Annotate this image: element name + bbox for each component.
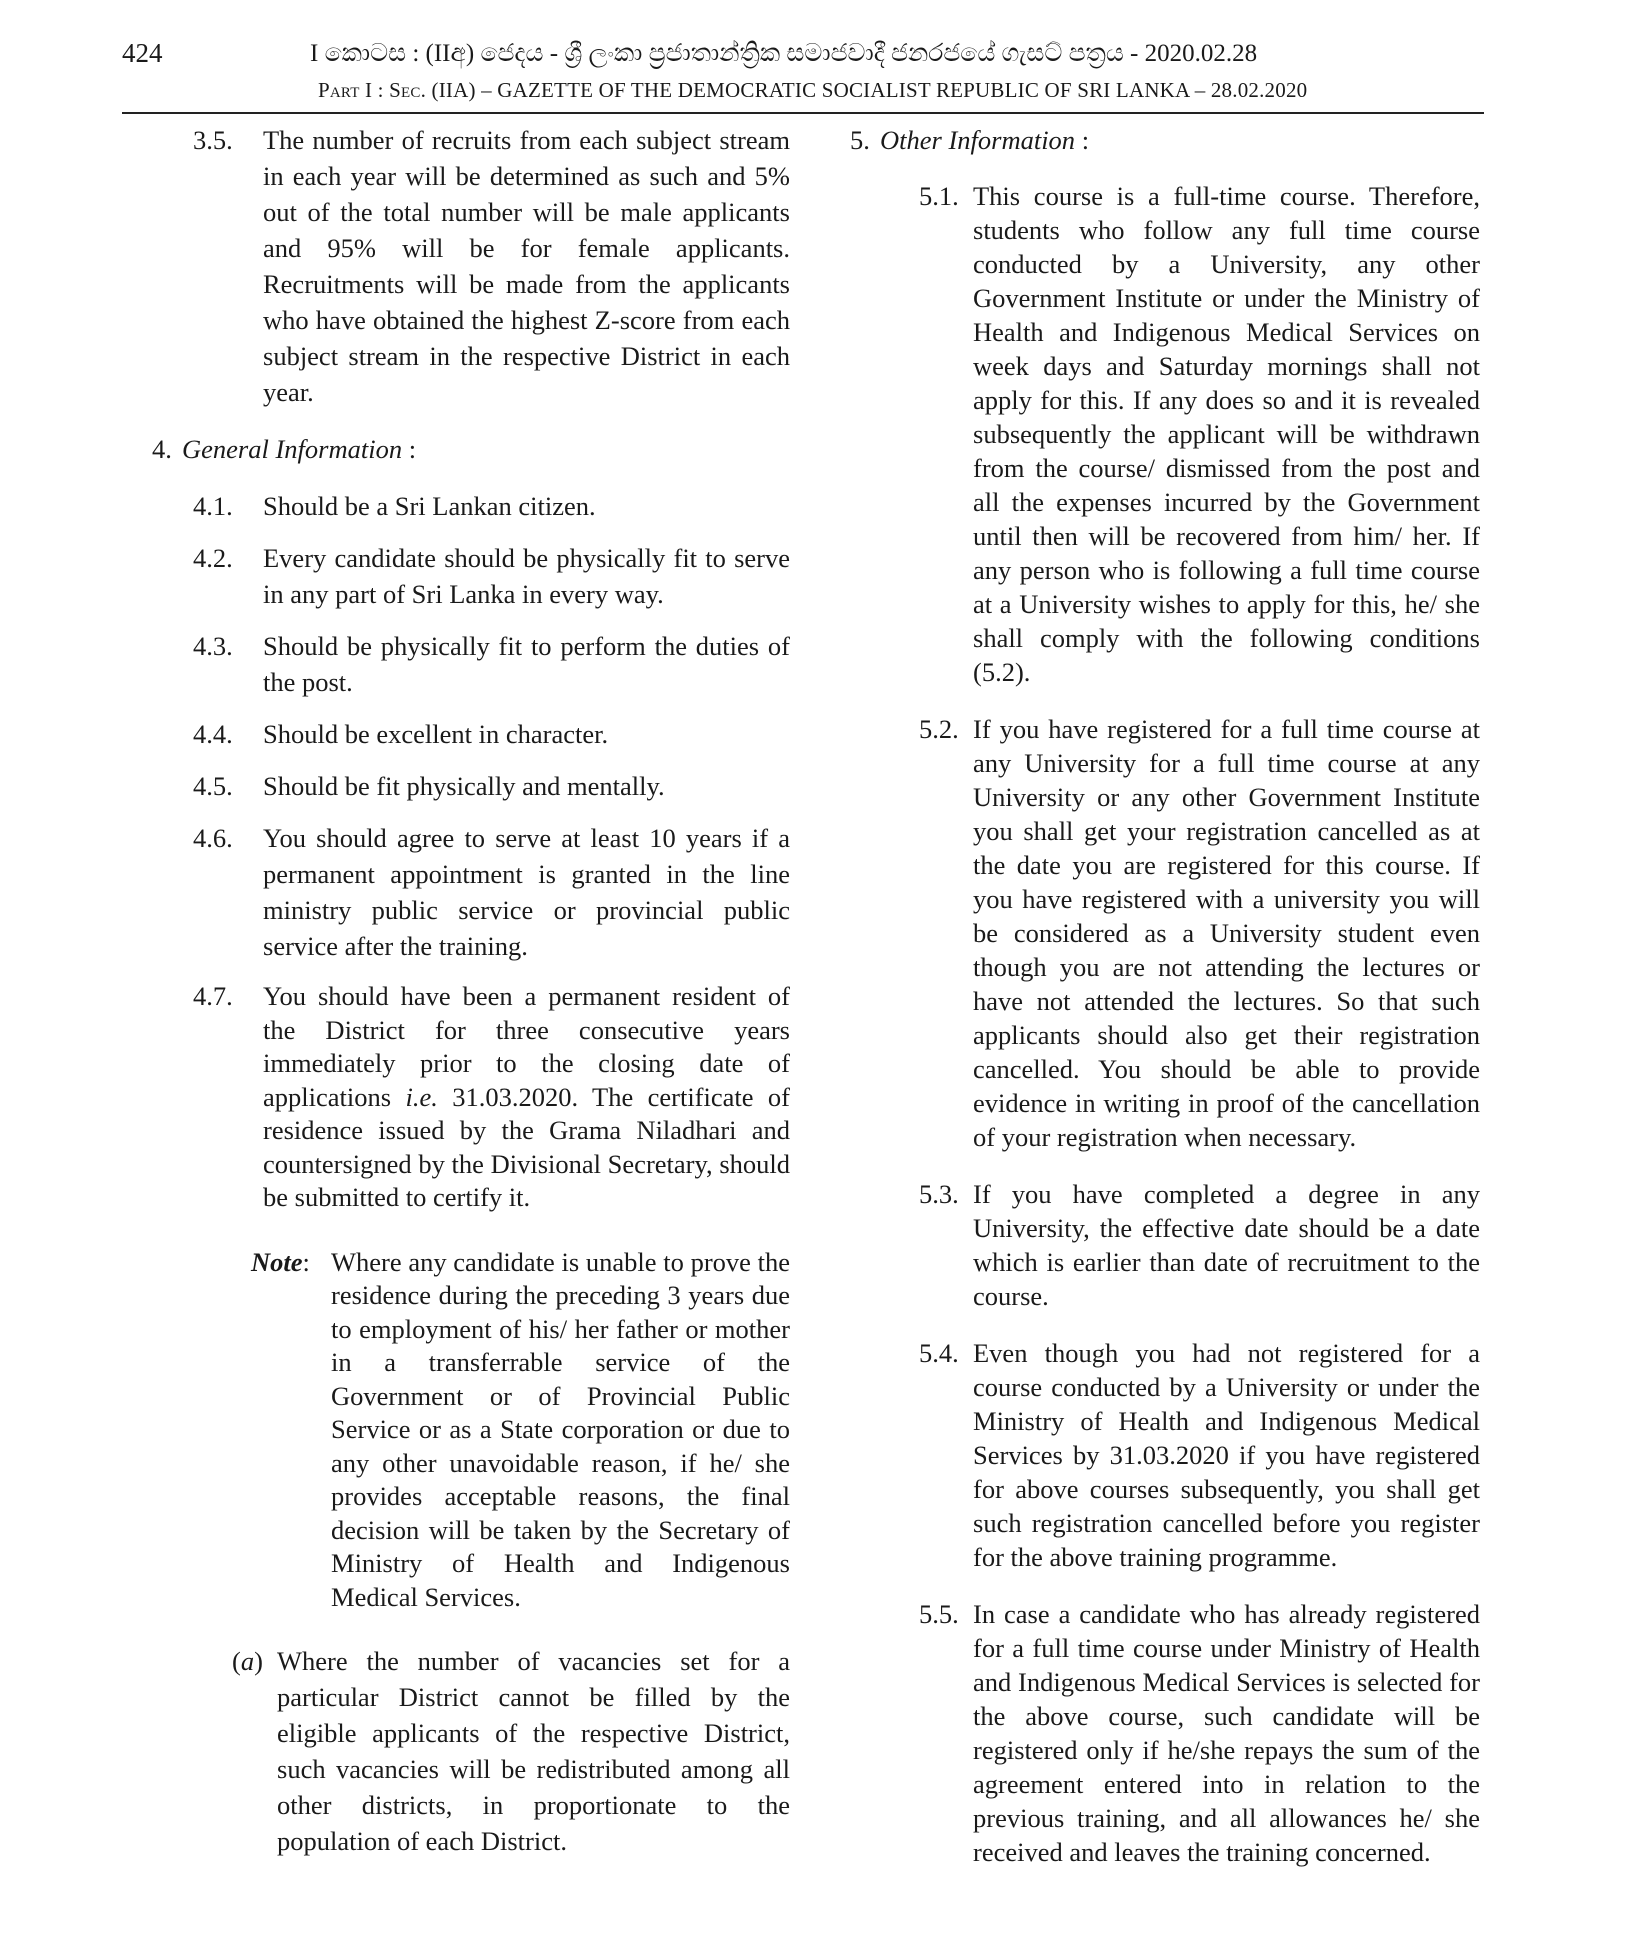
clause-text: Where the number of vacancies set for a particular District cannot be filled by the eligible applicants of the respective District, such vacancies will be redistributed among all other districts, in proportionate to the population of each District. (277, 1646, 790, 1856)
section-3-5 (124, 122, 790, 410)
section-number: 5.1. (919, 181, 959, 211)
note-block (251, 1246, 790, 1615)
page-number: 424 (122, 38, 163, 68)
ie-abbreviation: i.e. (405, 1081, 438, 1112)
section-number: 5.3. (919, 1179, 959, 1209)
section-number: 5.4. (919, 1338, 959, 1368)
section-number: 4.6. (193, 823, 233, 853)
header-sec-word: Sec. (389, 78, 427, 102)
section-5-5 (850, 1597, 1480, 1869)
section-text: If you have completed a degree in any University, the effective date should be a date which is earlier than date of recruitment to the course. (973, 1179, 1480, 1311)
section-text: Should be fit physically and mentally. (263, 771, 665, 801)
section-number: 3.5. (193, 125, 233, 155)
section-number: 5. (850, 125, 870, 155)
section-title-colon: : (402, 434, 417, 464)
section-text-part-a: You should have been a permanent resident of the District for three consecutive years immediately prior to the closing date of applications (263, 981, 790, 1112)
section-text: If you have registered for a full time course at any University for a full time course at any University or any other Government Institute you shall get your registration cancelled as at the date you are registered for this course. If you have registered with a university you will be considered as a University student even though you are not attending the lectures or have not attended the lectures. So that such applicants should also get their registration cancelled. You should be able to provide evidence in writing in proof of the cancellation of your registration when necessary. (973, 714, 1480, 1152)
section-text: The number of recruits from each subject stream in each year will be determined as such and 5% out of the total number will be male applicants and 95% will be for female applicants. Recruitments will be made from the applicants who have obtained the highest Z-score from each subject stream in the respective District in each year. (263, 125, 790, 407)
section-number: 4.5. (193, 771, 233, 801)
section-text: You should agree to serve at least 10 years if a permanent appointment is granted in the line ministry public service or provincial public service after the training. (263, 823, 790, 961)
note-label: Note: (251, 1246, 310, 1277)
section-text: Should be a Sri Lankan citizen. (263, 491, 596, 521)
section-number: 4.7. (193, 981, 233, 1011)
section-number: 4.1. (193, 491, 233, 521)
clause-label: (a) (232, 1646, 263, 1676)
section-4-heading (124, 431, 790, 467)
section-text: Should be physically fit to perform the duties of the post. (263, 631, 790, 697)
right-column (850, 122, 1480, 1869)
section-number: 5.5. (919, 1599, 959, 1629)
section-4-2 (124, 540, 790, 612)
section-4-7 (124, 980, 790, 1215)
section-4-6 (124, 820, 790, 964)
header-part-word: Part (318, 78, 360, 102)
section-5-4 (850, 1336, 1480, 1574)
section-4-3 (124, 628, 790, 700)
section-5-2 (850, 712, 1480, 1154)
section-text-part-b: 31.03.2020. The certificate of residence issued by the Grama Niladhari and countersigned by the Divisional Secretary, should be submitted to certify it. (263, 1081, 790, 1212)
section-title: Other Information (880, 125, 1076, 155)
header-title-rest: (IIA) – GAZETTE OF THE DEMOCRATIC SOCIALIST REPUBLIC OF SRI LANKA – 28.02.2020 (426, 78, 1308, 102)
header-divider (122, 112, 1484, 114)
section-number: 4.3. (193, 631, 233, 661)
note-text: Where any candidate is unable to prove the residence during the preceding 3 years due to employment of his/ her father or mother in a transferrable service of the Government or of Provincial Public Service or as a State corporation or due to any other unavoidable reason, if he/ she provides acceptable reasons, the final decision will be taken by the Secretary of Ministry of Health and Indigenous Medical Services. (331, 1246, 790, 1612)
header-part-num: I : (359, 78, 390, 102)
section-5-3 (850, 1177, 1480, 1313)
section-4-4 (124, 716, 790, 752)
section-number: 4.4. (193, 719, 233, 749)
section-number: 4.2. (193, 543, 233, 573)
section-4-5 (124, 768, 790, 804)
section-text: Even though you had not registered for a course conducted by a University or under the Ministry of Health and Indigenous Medical Services by 31.03.2020 if you have registered for above courses subsequently, you shall get such registration cancelled before you register for the above training programme. (973, 1338, 1480, 1572)
section-5-heading (850, 122, 1480, 158)
section-text: This course is a full-time course. Therefore, students who follow any full time course conducted by a University, any other Government Institute or under the Ministry of Health and Indigenous Medical Services on week days and Saturday mornings shall not apply for this. If any does so and it is revealed subsequently the applicant will be withdrawn from the course/ dismissed from the post and all the expenses incurred by the Government until then will be recovered from him/ her. If any person who is following a full time course at a University wishes to apply for this, he/ she shall comply with the following conditions (5.2). (973, 181, 1480, 687)
header-sinhala-title: I කොටස : (IIඅ) ජෙදය - ශ්‍රී ලංකා ප්‍රජාතාන්ත්‍රික සමාජවාදී ජනරජයේ ගැසට් පත්‍රය - 2020.02.28 (310, 40, 1258, 67)
section-text: In case a candidate who has already registered for a full time course under Ministry of Health and Indigenous Medical Services is selected for the above course, such candidate will be registered only if he/she repays the sum of the agreement entered into in relation to the previous training, and all allowances he/ she received and leaves the training concerned. (973, 1599, 1480, 1867)
clause-a (232, 1643, 790, 1859)
section-text: Every candidate should be physically fit to serve in any part of Sri Lanka in every way. (263, 543, 790, 609)
section-text (263, 980, 790, 1215)
section-number: 4. (152, 434, 172, 464)
section-text: Should be excellent in character. (263, 719, 609, 749)
header-english-title (318, 78, 1307, 103)
section-title: General Information (182, 434, 403, 464)
section-5-1 (850, 179, 1480, 689)
left-column (124, 122, 790, 1859)
section-number: 5.2. (919, 714, 959, 744)
section-title-colon: : (1075, 125, 1090, 155)
section-4-1 (124, 488, 790, 524)
